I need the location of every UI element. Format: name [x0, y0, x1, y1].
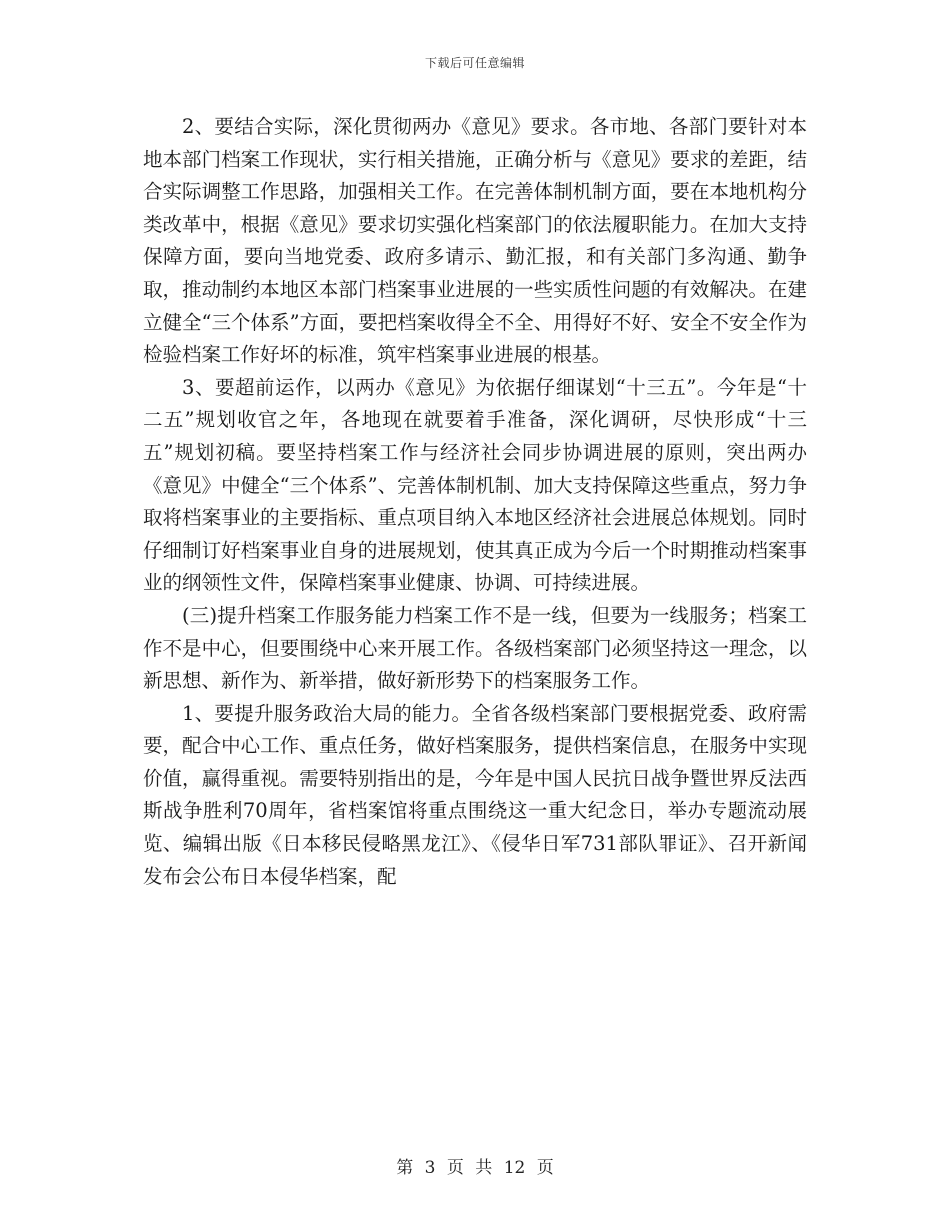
paragraph: (三)提升档案工作服务能力档案工作不是一线，但要为一线服务；档案工作不是中心，但要围绕中心来开展工作。各级档案部门必须坚持这一理念，以新思想、新作为、新举措，做好新形势下的档案服务工作。 — [143, 603, 807, 693]
page-header: 下载后可任意编辑 — [424, 56, 525, 70]
paragraph: 2、要结合实际，深化贯彻两办《意见》要求。各市地、各部门要针对本地本部门档案工作现状，实行相关措施，正确分析与《意见》要求的差距，结合实际调整工作思路，加强相关工作。在完善体制机制方面，要在本地机构分类改革中，根据《意见》要求切实强化档案部门的依法履职能力。在加大支持保障方面，要向当地党委、政府多请示、勤汇报，和有关部门多沟通、勤争取，推动制约本地区本部门档案事业进展的一些实质性问题的有效解决。在建立健全“三个体系”方面，要把档案收得全不全、用得好不好、安全不安全作为检验档案工作好坏的标准，筑牢档案事业进展的根基。 — [143, 115, 807, 367]
page-number: 第 3 页 共 12 页 — [396, 1158, 554, 1178]
paragraph: 1、要提升服务政治大局的能力。全省各级档案部门要根据党委、政府需要，配合中心工作、重点任务，做好档案服务，提供档案信息，在服务中实现价值，赢得重视。需要特别指出的是，今年是中国人民抗日战争暨世界反法西斯战争胜利70周年，省档案馆将重点围绕这一重大纪念日，举办专题流动展览、编辑出版《日本移民侵略黑龙江》、《侵华日军731部队罪证》、召开新闻发布会公布日本侵华档案，配 — [143, 701, 807, 888]
document-body — [143, 111, 807, 893]
paragraph: 3、要超前运作，以两办《意见》为依据仔细谋划“十三五”。今年是“十二五”规划收官之年，各地现在就要着手准备，深化调研，尽快形成“十三五”规划初稿。要坚持档案工作与经济社会同步协调进展的原则，突出两办《意见》中健全“三个体系”、完善体制机制、加大支持保障这些重点，努力争取将档案事业的主要指标、重点项目纳入本地区经济社会进展总体规划。同时仔细制订好档案事业自身的进展规划，使其真正成为今后一个时期推动档案事业的纲领性文件，保障档案事业健康、协调、可持续进展。 — [143, 375, 807, 595]
